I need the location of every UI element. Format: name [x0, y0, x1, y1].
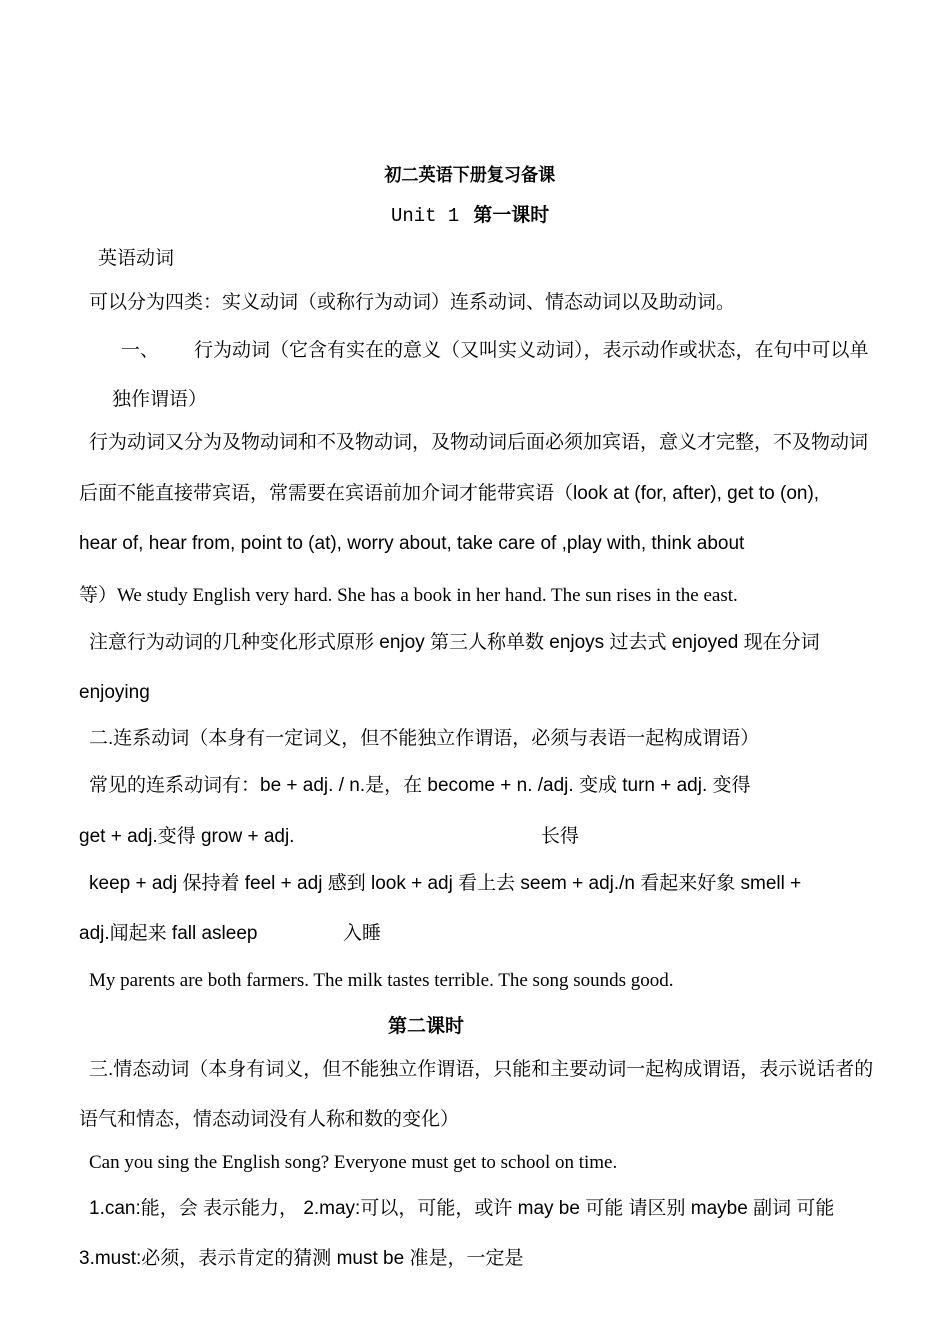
period-label: 第一课时	[473, 205, 550, 226]
linking-verbs-line-4-gloss: 入睡	[343, 923, 382, 944]
linking-verbs-line-4: adj.闻起来 fall asleep	[79, 923, 258, 944]
modal-verbs-item-2: 3.must:必须，表示肯定的猜测 must be 准是，一定是	[79, 1248, 524, 1269]
transitive-para-line-3: hear of, hear from, point to (at), worry about, take care of ,play with, think about	[79, 533, 745, 554]
transitive-para-line-1: 行为动词又分为及物动词和不及物动词，及物动词后面必须加宾语，意义才完整，不及物动词	[89, 432, 869, 453]
section-heading-verbs: 英语动词	[98, 248, 175, 269]
linking-verbs-line-1: 常见的连系动词有：be + adj. / n.是，在 become + n. /adj. 变成 turn + adj. 变得	[89, 775, 751, 796]
document-title: 初二英语下册复习备课	[384, 165, 556, 185]
transitive-para-line-4: 等）We study English very hard. She has a book in her hand. The sun rises in the east.	[79, 585, 738, 606]
linking-verbs-line-2	[79, 825, 294, 849]
linking-verbs-line-2-gloss: 长得	[541, 826, 580, 847]
linking-verbs-example: My parents are both farmers. The milk tastes terrible. The song sounds good.	[89, 970, 674, 991]
modal-verbs-example: Can you sing the English song? Everyone must get to school on time.	[89, 1152, 618, 1173]
section-one-number: 一、	[121, 340, 160, 361]
linking-verbs-line-3: keep + adj 保持着 feel + adj 感到 look + adj 看上去 seem + adj./n 看起来好象 smell +	[89, 873, 802, 894]
verb-forms-line-1: 注意行为动词的几种变化形式原形 enjoy 第三人称单数 enjoys 过去式 enjoyed 现在分词	[89, 632, 820, 653]
verb-classes-line: 可以分为四类：实义动词（或称行为动词）连系动词、情态动词以及助动词。	[89, 292, 736, 313]
transitive-para-line-2: 后面不能直接带宾语，常需要在宾语前加介词才能带宾语（look at (for, after), get to (on),	[79, 483, 820, 504]
verb-forms-line-2: enjoying	[79, 682, 150, 703]
section-two-heading: 二.连系动词（本身有一定词义，但不能独立作谓语，必须与表语一起构成谓语）	[89, 728, 760, 749]
lesson-one-heading	[0, 204, 940, 228]
section-one-line-2: 独作谓语）	[112, 389, 208, 410]
lesson-two-heading: 第二课时	[388, 1016, 465, 1037]
section-one-line-1: 行为动词（它含有实在的意义（又叫实义动词），表示动作或状态，在句中可以单	[194, 340, 869, 361]
modal-verbs-item-1: 1.can:能，会 表示能力， 2.may:可以，可能，或许 may be 可能 请区别 maybe 副词 可能	[89, 1198, 835, 1219]
section-three-line-2: 语气和情态，情态动词没有人称和数的变化）	[79, 1109, 460, 1130]
linking-verbs-line-2-text: get + adj.变得 grow + adj.	[79, 826, 295, 847]
unit-label: Unit 1	[390, 205, 460, 227]
section-three-line-1: 三.情态动词（本身有词义，但不能独立作谓语，只能和主要动词一起构成谓语，表示说话者的	[89, 1059, 874, 1080]
